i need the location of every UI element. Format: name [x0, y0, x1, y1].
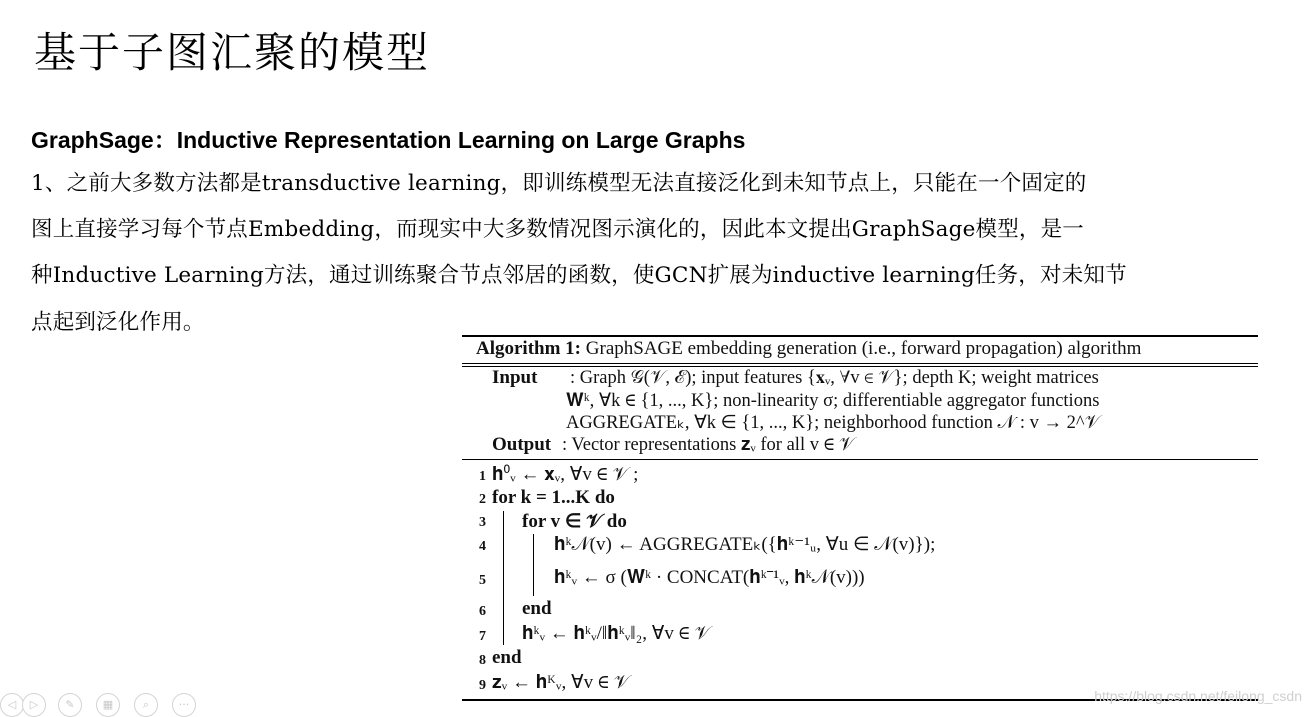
paper-subtitle: GraphSage：Inductive Representation Learning on Large Graphs — [31, 127, 746, 153]
algorithm-header — [476, 338, 1141, 360]
paragraph-line-1: 1、之前大多数方法都是transductive learning，即训练模型无法直接泛化到未知节点上，只能在一个固定的 — [31, 171, 1087, 196]
play-icon[interactable]: ▷ — [22, 693, 46, 717]
step-number: 4 — [479, 539, 486, 554]
slides-icon[interactable]: ▦ — [96, 693, 120, 717]
rule-under-header — [462, 363, 1258, 364]
slide-title: 基于子图汇聚的模型 — [34, 28, 431, 77]
algorithm-box — [462, 335, 1258, 701]
rule-under-io — [462, 459, 1258, 460]
rule-top — [462, 335, 1258, 337]
step-text: 𝐳ᵥ ← 𝐡ᴷᵥ, ∀v ∈ 𝒱 — [492, 672, 630, 693]
step-text: for k = 1...K do — [492, 487, 615, 508]
step-number: 1 — [479, 469, 486, 484]
step-number: 3 — [479, 515, 486, 530]
step-number: 7 — [479, 629, 486, 644]
block-bar-inner — [533, 534, 534, 596]
step-number: 6 — [479, 604, 486, 619]
watermark: https://blog.csdn.net/feilong_csdn — [1094, 688, 1302, 704]
algorithm-header-bold: Algorithm 1: — [476, 338, 582, 359]
input-line-3: AGGREGATEₖ, ∀k ∈ {1, ..., K}; neighborhood function 𝒩 : v → 2^𝒱 — [566, 413, 1101, 433]
more-icon[interactable]: ··· — [172, 693, 196, 717]
step-text: for v ∈ 𝒱 do — [522, 511, 627, 532]
paragraph-line-4: 点起到泛化作用。 — [31, 310, 205, 335]
input-line-1: : Graph 𝒢(𝒱, ℰ); input features {𝐱ᵥ, ∀v ∈ 𝒱}; depth K; weight matrices — [570, 368, 1099, 388]
zoom-icon[interactable]: ⌕ — [134, 693, 158, 717]
step-text: end — [492, 647, 522, 668]
step-number: 2 — [479, 492, 486, 507]
output-label: Output — [492, 434, 552, 455]
step-text: 𝐡ᵏᵥ ← 𝐡ᵏᵥ/‖𝐡ᵏᵥ‖₂, ∀v ∈ 𝒱 — [522, 623, 711, 644]
step-number: 9 — [479, 678, 486, 693]
algorithm-header-text: GraphSAGE embedding generation (i.e., forward propagation) algorithm — [581, 338, 1142, 359]
step-text: 𝐡ᵏ𝒩(v) ← AGGREGATEₖ({𝐡ᵏ⁻¹ᵤ, ∀u ∈ 𝒩(v)}); — [554, 534, 936, 555]
back-icon[interactable]: ◁ — [0, 693, 24, 717]
slide-toolbar — [0, 693, 240, 717]
block-bar-outer — [503, 511, 504, 645]
paragraph-line-3: 种Inductive Learning方法，通过训练聚合节点邻居的函数，使GCN扩展为inductive learning任务，对未知节 — [31, 263, 1127, 288]
step-number: 5 — [479, 573, 486, 588]
step-text: end — [522, 598, 552, 619]
step-text: 𝐡ᵏᵥ ← σ (𝐖ᵏ · CONCAT(𝐡ᵏ⁻¹ᵥ, 𝐡ᵏ𝒩(v))) — [554, 567, 865, 588]
step-text: 𝐡⁰ᵥ ← 𝐱ᵥ, ∀v ∈ 𝒱 ; — [492, 464, 639, 485]
step-number: 8 — [479, 653, 486, 668]
paragraph-line-2: 图上直接学习每个节点Embedding，而现实中大多数情况图示演化的，因此本文提出GraphSage模型，是一 — [31, 217, 1084, 242]
output-line: : Vector representations 𝐳ᵥ for all v ∈ 𝒱 — [562, 435, 855, 455]
pen-icon[interactable]: ✎ — [58, 693, 82, 717]
input-label: Input — [492, 367, 538, 388]
input-line-2: 𝐖ᵏ, ∀k ∈ {1, ..., K}; non-linearity σ; differentiable aggregator functions — [566, 391, 1100, 411]
